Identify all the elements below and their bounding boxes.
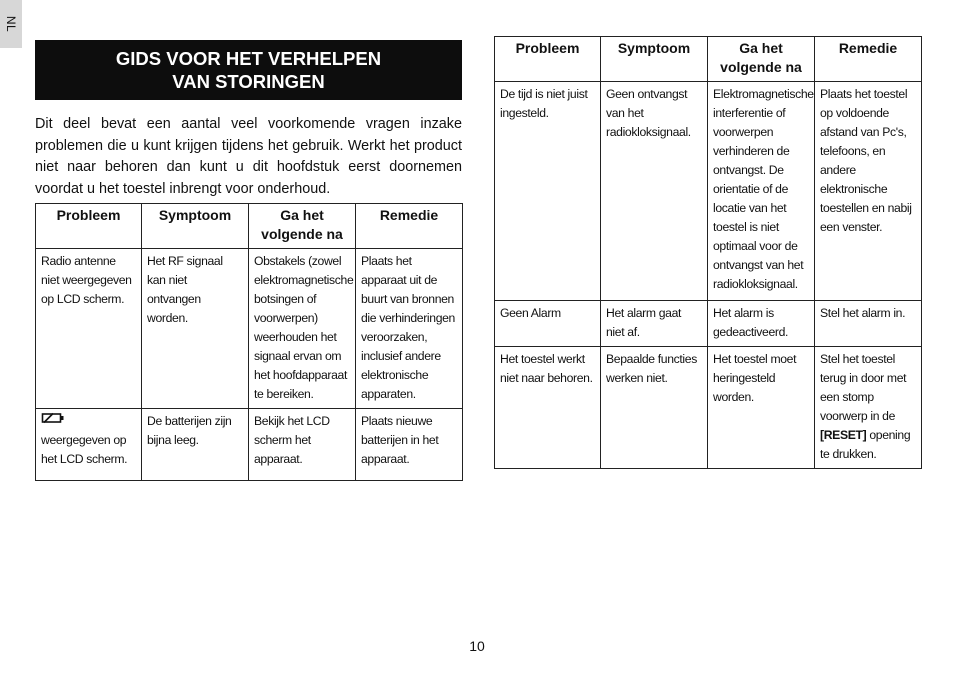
language-tab-label: NL <box>4 15 18 33</box>
language-tab <box>0 0 22 48</box>
reset-key-label: [RESET] <box>820 428 867 442</box>
cell-probleem: Het toestel werkt niet naar behoren. <box>495 347 601 469</box>
table-row <box>36 249 463 409</box>
header-probleem: Probleem <box>36 204 142 249</box>
table-row <box>495 82 922 301</box>
header-ga-het-volgende-na: Ga het volgende na <box>249 204 356 249</box>
cell-probleem: De tijd is niet juist ingesteld. <box>495 82 601 301</box>
header-remedie: Remedie <box>815 37 922 82</box>
table-row <box>36 409 463 481</box>
section-title <box>35 40 462 100</box>
cell-probleem <box>36 409 142 481</box>
cell-check: Het toestel moet heringesteld worden. <box>708 347 815 469</box>
cell-check: Bekijk het LCD scherm het apparaat. <box>249 409 356 481</box>
cell-symptoom: Het RF signaal kan niet ontvangen worden. <box>142 249 249 409</box>
header-symptoom: Symptoom <box>142 204 249 249</box>
cell-check: Elektromagnetische interferentie of voorwerpen verhinderen de ontvangst. De orientatie of de locatie van het toestel is niet optimaal voor de ontvangst van het radiokloksignaal. <box>708 82 815 301</box>
table-row <box>495 301 922 347</box>
cell-remedie: Plaats het toestel op voldoende afstand van Pc's, telefoons, en andere elektronische toestellen en nabij een venster. <box>815 82 922 301</box>
cell-check: Obstakels (zowel elektromagnetische botsingen of voorwerpen) weerhouden het signaal ervan om het hoofdapparaat te bereiken. <box>249 249 356 409</box>
low-battery-icon <box>41 411 65 430</box>
table-header-row <box>36 204 463 249</box>
cell-probleem-text: weergegeven op het LCD scherm. <box>41 433 128 467</box>
header-probleem: Probleem <box>495 37 601 82</box>
header-ga-het-volgende-na: Ga het volgende na <box>708 37 815 82</box>
cell-remedie: Stel het alarm in. <box>815 301 922 347</box>
table-header-row <box>495 37 922 82</box>
header-symptoom: Symptoom <box>601 37 708 82</box>
section-title-line-1: GIDS VOOR HET VERHELPEN <box>115 48 382 69</box>
cell-remedie: Plaats nieuwe batterijen in het apparaat. <box>356 409 463 481</box>
cell-symptoom: Geen ontvangst van het radiokloksignaal. <box>601 82 708 301</box>
header-remedie: Remedie <box>356 204 463 249</box>
cell-symptoom: De batterijen zijn bijna leeg. <box>142 409 249 481</box>
cell-symptoom: Het alarm gaat niet af. <box>601 301 708 347</box>
remedie-text-start: Stel het toestel terug in door met een stomp voorwerp in de <box>820 352 907 423</box>
page-number: 10 <box>469 638 485 654</box>
intro-paragraph: Dit deel bevat een aantal veel voorkomende vragen inzake problemen die u kunt krijgen tijdens het gebruik. Werkt het product niet naar behoren dan kunt u dit hoofdstuk eerst doornemen voordat u het toestel inbrengt voor onderhoud. <box>35 116 462 197</box>
troubleshooting-table-left <box>35 203 463 481</box>
table-row <box>495 347 922 469</box>
cell-probleem: Geen Alarm <box>495 301 601 347</box>
cell-probleem: Radio antenne niet weergegeven op LCD scherm. <box>36 249 142 409</box>
section-title-line-2: VAN STORINGEN <box>172 71 325 92</box>
cell-symptoom: Bepaalde functies werken niet. <box>601 347 708 469</box>
cell-remedie: Plaats het apparaat uit de buurt van bronnen die verhinderingen veroorzaken, inclusief andere elektronische apparaten. <box>356 249 463 409</box>
remedie-text-end: opening te drukken. <box>820 428 911 461</box>
cell-remedie <box>815 347 922 469</box>
cell-check: Het alarm is gedeactiveerd. <box>708 301 815 347</box>
troubleshooting-table-right <box>494 36 922 469</box>
